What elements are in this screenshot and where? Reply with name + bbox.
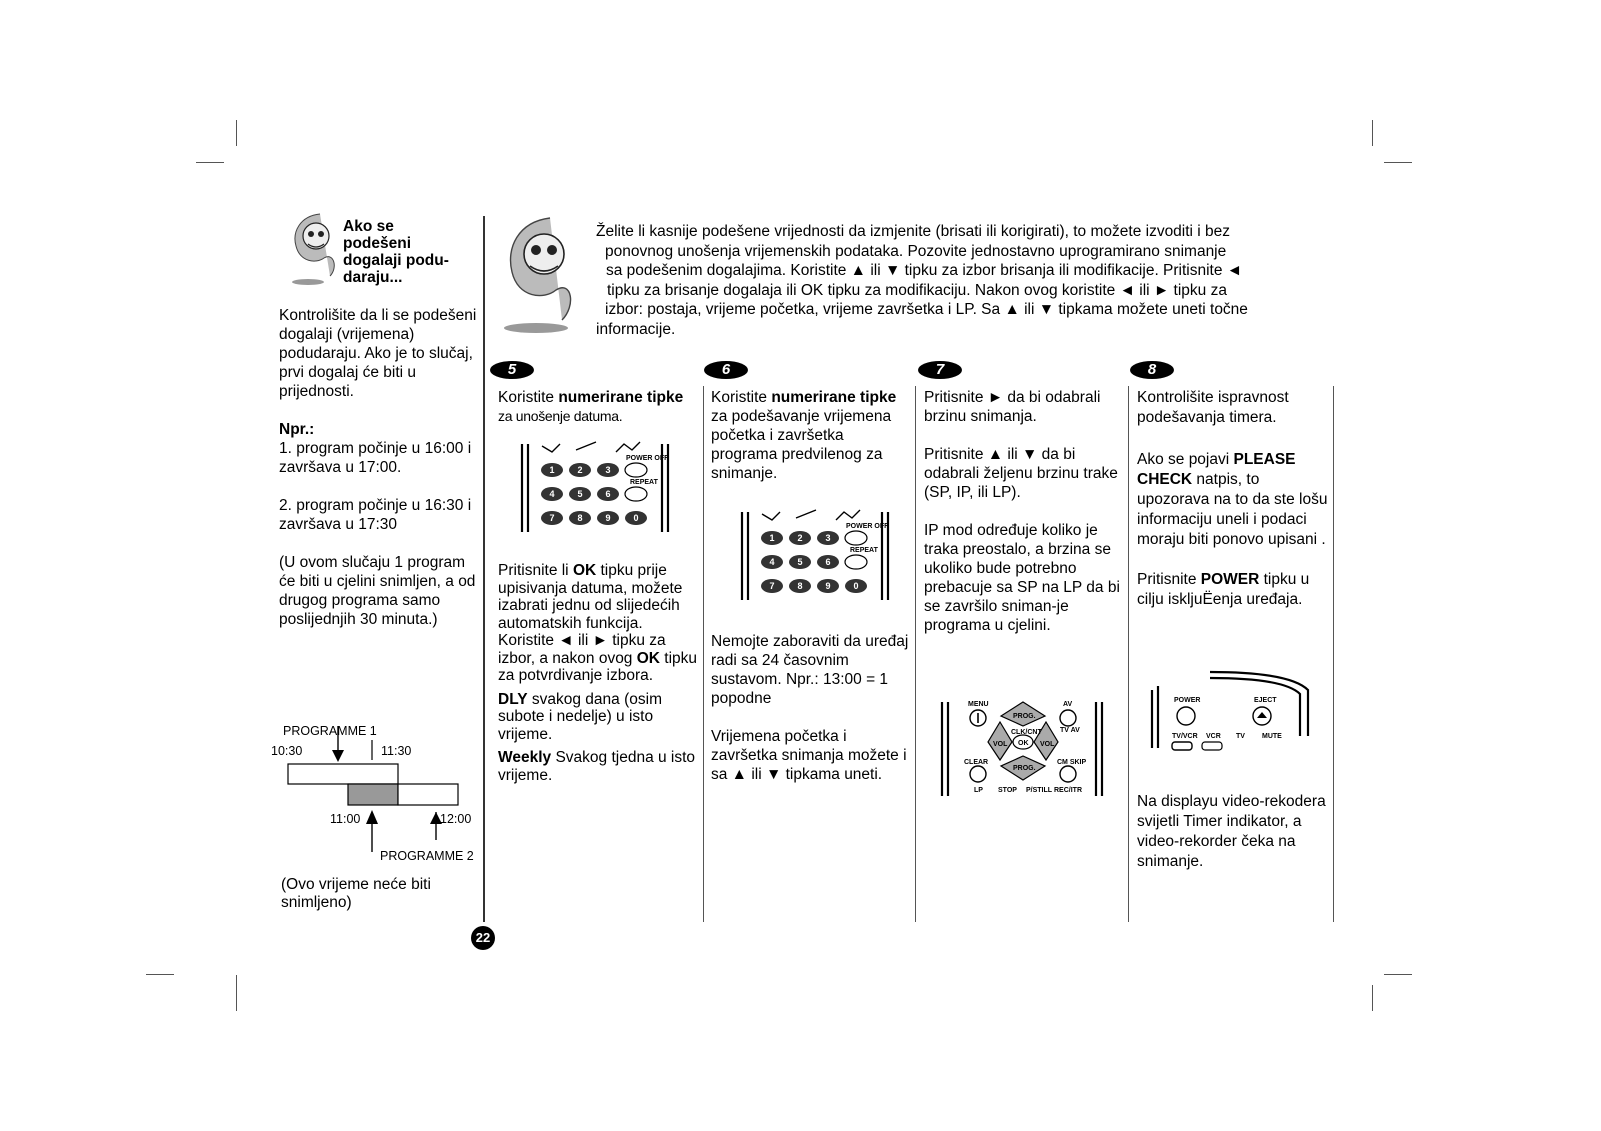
column-divider xyxy=(1333,386,1334,922)
crop-mark xyxy=(1372,120,1373,146)
timeline-diagram xyxy=(280,720,480,860)
step-7-number: 7 xyxy=(918,361,962,379)
crop-mark xyxy=(1372,985,1373,1011)
time-1100-label: 11:00 xyxy=(330,812,361,826)
key-1: 1 xyxy=(549,465,555,475)
keypad-illustration xyxy=(740,508,890,602)
power-off-label: POWER OFF xyxy=(626,455,669,462)
mascot-illustration xyxy=(500,212,590,336)
key-9: 9 xyxy=(605,513,611,523)
column-divider xyxy=(915,386,916,922)
menu-label: MENU xyxy=(968,701,989,708)
mute-label: MUTE xyxy=(1262,733,1282,740)
key-9: 9 xyxy=(825,581,831,591)
key-3: 3 xyxy=(825,533,831,543)
vcr-label: VCR xyxy=(1206,733,1221,740)
key-4: 4 xyxy=(769,557,775,567)
crop-mark xyxy=(196,162,224,163)
vol-right-label: VOL xyxy=(1040,741,1055,748)
av-label: AV xyxy=(1063,701,1073,708)
key-5: 5 xyxy=(797,557,803,567)
example-2: 2. program počinje u 16:30 i završava u 17:30 xyxy=(279,497,472,533)
time-1200-label: 12:00 xyxy=(440,812,472,826)
step-5-text-bottom: Pritisnite li OK tipku prije upisivanja datuma, možete izabrati jednu od slijedećih automatskih funkcija. Koristite ◄ ili ► tipku za izbor, a nakon ovog OK tipku za potvrdivanje izbora. DLY svakog dana (osim subote i nedelje) u isto vrijeme. Weekly Svakog tjedna u isto vrijeme. xyxy=(498,562,698,784)
column-divider xyxy=(1128,386,1129,922)
key-3: 3 xyxy=(605,465,611,475)
key-0: 0 xyxy=(633,513,639,523)
clear-label: CLEAR xyxy=(964,759,989,766)
key-8: 8 xyxy=(577,513,583,523)
sidebar-intro: Kontrolišite da li se podešeni dogalaji (vrijemena) podudaraju. Ako je to slučaj, prvi dogalaj će biti u prijednosti. xyxy=(279,307,477,400)
sidebar-divider xyxy=(483,216,485,922)
programme-1-label: PROGRAMME 1 xyxy=(283,724,377,738)
step-5-number: 5 xyxy=(490,361,534,379)
tv-label: TV xyxy=(1236,733,1245,740)
stop-label: STOP xyxy=(998,787,1017,794)
prog-up-label: PROG. xyxy=(1013,713,1036,720)
key-7: 7 xyxy=(549,513,555,523)
key-8: 8 xyxy=(797,581,803,591)
clk-cnt-label: CLK/CNT xyxy=(1011,729,1042,736)
crop-mark xyxy=(1384,974,1412,975)
crop-mark xyxy=(1384,162,1412,163)
step-8-text-top: Kontrolišite ispravnost podešavanja timera. Ako se pojavi PLEASE CHECK natpis, to upozorava na to da ste lošu informaciju uneli i podaci moraju biti ponovo upisani . Pritisnite POWER tipku u cilju iskljuËenja uređaja. xyxy=(1137,389,1328,608)
sidebar-body xyxy=(279,306,477,629)
programme-2-label: PROGRAMME 2 xyxy=(380,849,474,863)
key-6: 6 xyxy=(825,557,831,567)
intro-text: Želite li kasnije podešene vrijednosti da izmjenite (brisati ili korigirati), to možete izvoditi i bez ponovnog unošenja vrijemenskih podataka. Pozovite jednostavno uprogramirano snimanje sa podešenim dogalajima. Koristite ▲ ili ▼ tipku za izbor brisanja ili modifikacije. Pritisnite ◄ tipku za brisanje dogalaja ili OK tipku za modifikaciju. Nakon ovog koristite ◄ ili ► tipku za izbor: postaja, vrijeme početka, vrijeme završetka i LP. Sa ▲ ili ▼ tipkama možete uneti točne informacije. xyxy=(596,223,1248,338)
step-8-number: 8 xyxy=(1130,361,1174,379)
eject-label: EJECT xyxy=(1254,697,1277,704)
cm-skip-label: CM SKIP xyxy=(1057,759,1087,766)
time-1030-label: 10:30 xyxy=(271,744,303,758)
key-6: 6 xyxy=(605,489,611,499)
rec-itr-label: REC/ITR xyxy=(1054,787,1082,794)
power-off-label: POWER OFF xyxy=(846,523,889,530)
page-number: 22 xyxy=(471,926,495,950)
example-label: Npr.: xyxy=(279,421,315,438)
time-1130-label: 11:30 xyxy=(381,744,412,758)
key-2: 2 xyxy=(797,533,803,543)
pstill-label: P/STILL xyxy=(1026,787,1053,794)
prog-down-label: PROG. xyxy=(1013,765,1036,772)
key-4: 4 xyxy=(549,489,555,499)
sidebar-note: (U ovom slučaju 1 program će biti u cjelini snimljen, a od drugog programa samo poslijednjih 30 minuta.) xyxy=(279,554,476,628)
column-divider xyxy=(703,386,704,922)
key-5: 5 xyxy=(577,489,583,499)
key-1: 1 xyxy=(769,533,775,543)
key-0: 0 xyxy=(853,581,859,591)
step-8-text-bottom: Na displayu video-rekodera svijetli Timer indikator, a video-rekorder čeka na snimanje. xyxy=(1137,793,1326,870)
keypad-illustration xyxy=(520,440,670,534)
key-2: 2 xyxy=(577,465,583,475)
remote-navigation-illustration xyxy=(940,696,1105,800)
sidebar-title: Ako se podešeni dogalaji podu- daraju... xyxy=(343,218,449,286)
power-label: POWER xyxy=(1174,697,1201,704)
step-6-number: 6 xyxy=(704,361,748,379)
tv-vcr-label: TV/VCR xyxy=(1172,733,1198,740)
step-5-text-top: Koristite numerirane tipke za unošenje datuma. xyxy=(498,389,684,424)
step-7-text: Pritisnite ► da bi odabrali brzinu snimanja. Pritisnite ▲ ili ▼ da bi odabrali željenu brzinu trake (SP, IP, ili LP). IP mod određuje koliko je traka preostalo, a brzina se ukoliko bude potrebno prebacuje sa SP na LP da bi se završilo sniman-je programa u cjelini. xyxy=(924,389,1120,634)
crop-mark xyxy=(236,120,237,146)
repeat-label: REPEAT xyxy=(630,479,658,486)
remote-power-illustration xyxy=(1150,670,1320,750)
key-7: 7 xyxy=(769,581,775,591)
crop-mark xyxy=(236,975,237,1011)
step-6-text-top: Koristite numerirane tipke za podešavanje vrijemena početka i završetka programa predvilenog za snimanje. xyxy=(711,389,897,482)
example-1: 1. program počinje u 16:00 i završava u 17:00. xyxy=(279,440,472,476)
step-6-text-bottom: Nemojte zaboraviti da uređaj radi sa 24 časovnim sustavom. Npr.: 13:00 = 1 popodne Vrijemena početka i završetka snimanja možete i sa ▲ ili ▼ tipkama uneti. xyxy=(711,633,909,783)
tv-av-label: TV AV xyxy=(1060,727,1080,734)
lp-label: LP xyxy=(974,787,983,794)
vol-left-label: VOL xyxy=(993,741,1008,748)
repeat-label: REPEAT xyxy=(850,547,878,554)
crop-mark xyxy=(146,974,174,975)
ok-label: OK xyxy=(1018,740,1029,747)
mascot-illustration xyxy=(290,210,346,286)
timeline-caption: (Ovo vrijeme neće biti snimljeno) xyxy=(281,876,431,911)
